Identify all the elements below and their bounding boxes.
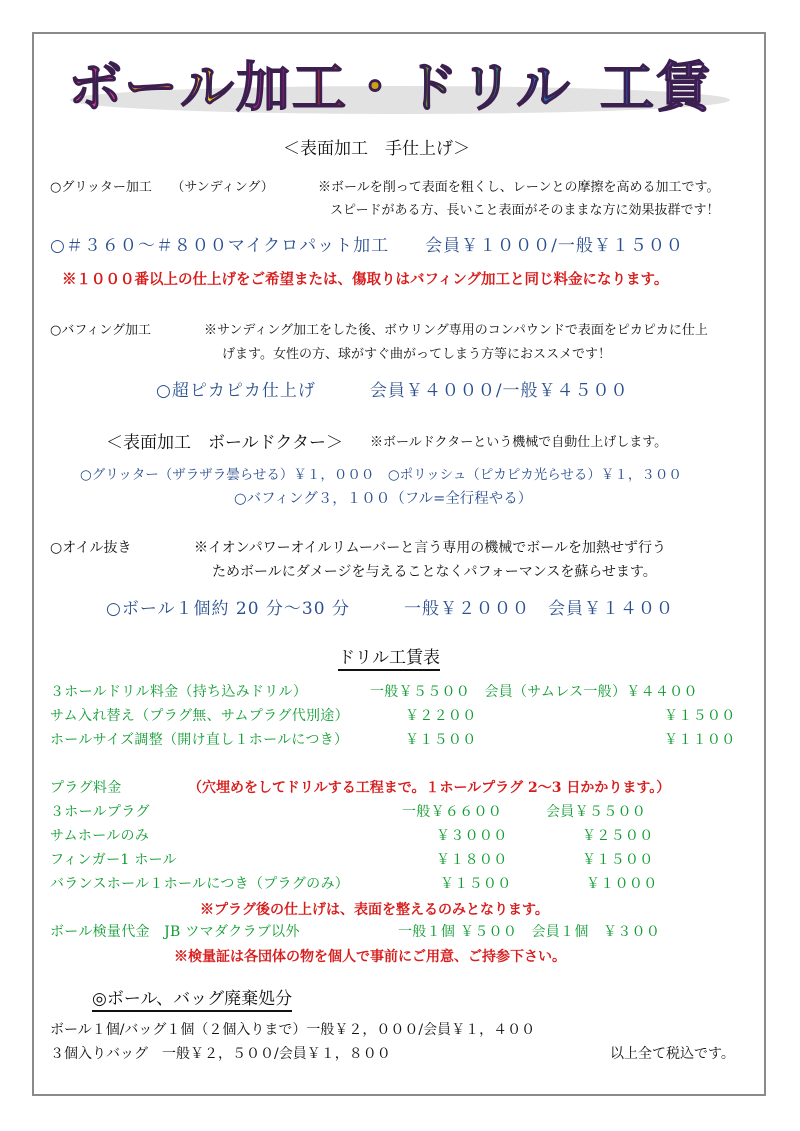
disposal-line-1: ボール１個/バッグ１個（２個入りまで）一般￥２，０００/会員￥１，４００ [50,1022,536,1038]
micropad-price: ○＃３６０〜＃８００マイクロパット加工 会員￥１０００/一般￥１５００ [50,236,684,256]
drill-row-label: サム入れ替え（プラグ無、サムプラグ代別途） [50,708,349,724]
glitter-description: ※ボールを削って表面を粗くし、レーンとの摩擦を高める加工です。 [318,180,720,195]
inspection-note: ※検量証は各団体の物を個人で事前にご用意、ご持参下さい。 [174,949,566,965]
title-art [60,52,740,120]
ball-doctor-prices: ○グリッター（ザラザラ曇らせる）￥１，０００ ○ポリッシュ（ピカピカ光らせる）￥１，３００ [80,467,682,483]
ball-doctor-buffing: ○バフィング３，１００（フル=全行程やる） [234,491,533,507]
inspection-price: 一般１個 ￥５００ 会員１個 ￥３００ [398,924,661,940]
plug-row-name: ３ホールプラグ [50,804,150,820]
plug-row-general: 一般￥６６００ [402,804,503,820]
title-char: ボ [68,56,122,119]
plug-row-member: ￥１５００ [582,852,654,868]
inspection-label: ボール検量代金 JB ツマダクラブ以外 [50,924,300,940]
buffing-description: ※サンディング加工をした後、ボウリング専用のコンパウンドで表面をピカピカに仕上 [204,323,708,338]
plug-after-note: ※プラグ後の仕上げは、表面を整えるのみとなります。 [200,902,549,918]
drill-row-label: ホールサイズ調整（開け直し１ホールにつき） [50,732,349,748]
drill-row-price-general: ￥１５００ [405,732,477,748]
oil-price: ○ボール１個約 20 分〜30 分 一般￥２０００ 会員￥１４００ [106,599,674,619]
drill-row-price: 一般￥５５００ 会員（サムレス一般）￥４４００ [370,684,698,700]
glitter-label: ○グリッター加工 （サンディング） [50,180,274,195]
oil-label: ○オイル抜き [50,540,132,556]
glitter-description-2: スピードがある方、長いこと表面がそのままな方に効果抜群です！ [330,203,720,218]
buffing-price: ○超ピカピカ仕上げ 会員￥４０００/一般￥４５００ [156,381,629,401]
disposal-heading: ◎ボール、バッグ廃棄処分 [92,984,292,1012]
plug-row-general: ￥１５００ [440,876,512,892]
page-title [60,52,740,120]
plug-row-name: サムホールのみ [50,828,150,844]
plug-row-name: バランスホール１ホールにつき（プラグのみ） [50,876,350,892]
drill-row-price-member: ￥１５００ [664,708,736,724]
title-char: ル [516,56,570,119]
plug-row-name: フィンガー1 ホール [50,852,177,868]
note-over-1000: ※１０００番以上の仕上げをご希望または、傷取りはバフィング加工と同じ料金になります。 [62,271,669,288]
title-char: 加 [236,56,290,119]
section-heading-hand-finish: ＜表面加工 手仕上げ＞ [283,139,470,159]
plug-row-general: ￥１８００ [436,852,508,868]
buffing-description-2: げます。女性の方、球がすぐ曲がってしまう方等におススメです！ [222,347,611,362]
plug-row-general: ￥３０００ [436,828,508,844]
plug-note: （穴埋めをしてドリルする工程まで。１ホールプラグ 2〜3 日かかります。） [188,780,671,796]
tax-included-note: 以上全て税込です。 [610,1046,735,1062]
drill-row-price-member: ￥１１００ [664,732,736,748]
title-char: 工 [600,56,654,119]
plug-row-member: 会員￥５５００ [546,804,647,820]
plug-label: プラグ料金 [50,780,122,796]
plug-row-member: ￥１０００ [586,876,658,892]
oil-description-2: ためボールにダメージを与えることなくパフォーマンスを蘇らせます。 [212,564,657,580]
title-char: 賃 [656,56,710,119]
drill-row-price-general: ￥２２００ [405,708,477,724]
plug-row-member: ￥２５００ [582,828,654,844]
title-char: ド [404,56,458,119]
section-heading-ball-doctor: ＜表面加工 ボールドクター＞ [106,433,343,453]
title-char: リ [460,56,514,119]
title-char: ・ [348,56,402,119]
buffing-label: ○バフィング加工 [50,323,152,338]
disposal-line-2: ３個入りバッグ 一般￥２，５００/会員￥１，８００ [50,1046,391,1062]
title-char: ル [180,56,234,119]
drill-row-label: ３ホールドリル料金（持ち込みドリル） [50,684,308,700]
oil-description: ※イオンパワーオイルリムーバーと言う専用の機械でボールを加熱せず行う [194,540,666,556]
title-char: ー [124,56,178,119]
drill-heading: ドリル工賃表 [338,643,440,671]
ball-doctor-note: ※ボールドクターという機械で自動仕上げします。 [370,435,668,450]
title-char: 工 [292,56,346,119]
